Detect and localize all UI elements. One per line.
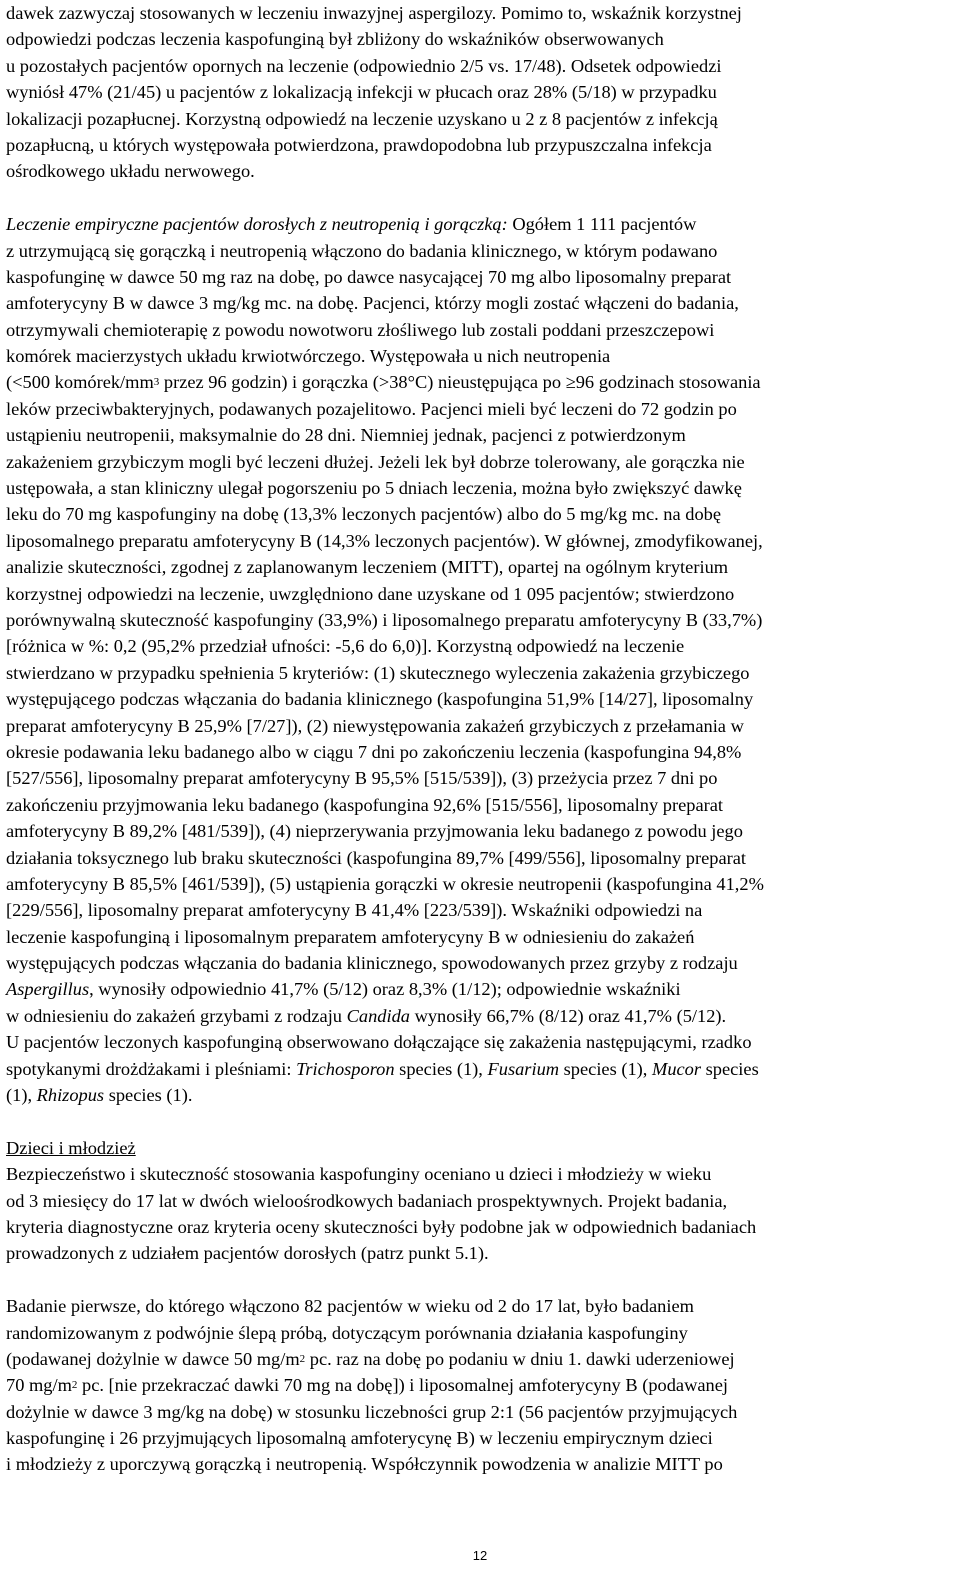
text-line: zakażeniem grzybiczym mogli być leczeni dłużej. Jeżeli lek był dobrze tolerowany, ale gorączka nie [6, 451, 745, 472]
text-line: dożylnie w dawce 3 mg/kg na dobę) w stosunku liczebności grup 2:1 (56 pacjentów przyjmujących [6, 1401, 738, 1422]
superscript: 2 [299, 1352, 306, 1365]
text-line: występujących podczas włączania do badania klinicznego, spowodowanych przez grzyby z rodzaju [6, 953, 738, 974]
section-heading [6, 1135, 954, 1161]
text-line: dawek zazwyczaj stosowanych w leczeniu inwazyjnej aspergilozy. Pomimo to, wskaźnik korzystnej [6, 3, 742, 23]
text-line: kryteria diagnostyczne oraz kryteria oceny skuteczności były podobne jak w odpowiednich badaniach [6, 1216, 757, 1237]
text-line: pozapłucną, u których występowała potwierdzona, prawdopodobna lub przypuszczalna infekcja [6, 134, 712, 155]
text-line: wyniósł 47% (21/45) u pacjentów z lokalizacją infekcji w płucach oraz 28% (5/18) w przypadku [6, 82, 717, 103]
text-span: wynosiły 66,7% (8/12) oraz 41,7% (5/12). [409, 1005, 727, 1026]
section-heading-text: Dzieci i młodzież [6, 1137, 136, 1158]
superscript: 3 [153, 376, 160, 389]
text-line: zakończeniu przyjmowania leku badanego (kaspofungina 92,6% [515/556], liposomalny preparat [6, 794, 724, 815]
superscript: 2 [71, 1379, 78, 1392]
text-span: w odniesieniu do zakażeń grzybami z rodzaju [6, 1005, 347, 1026]
text-line [6, 1003, 954, 1029]
text-span: species (1), [559, 1058, 652, 1079]
text-line: i młodzieży z uporczywą gorączką i neutropenią. Współczynnik powodzenia w analizie MITT po [6, 1454, 723, 1475]
text-line: amfoterycyny B 85,5% [461/539]), (5) ustąpienia gorączki w okresie neutropenii (kaspofungina 41,2% [6, 873, 764, 894]
text-line: amfoterycyny B 89,2% [481/539]), (4) nieprzerywania przyjmowania leku badanego z powodu jego [6, 821, 743, 842]
text-line: działania toksycznego lub braku skuteczności (kaspofungina 89,7% [499/556], liposomalny preparat [6, 847, 747, 868]
text-line [6, 1056, 954, 1082]
text-span: Ogółem 1 111 pacjentów [507, 214, 697, 235]
text-line: [229/556], liposomalny preparat amfoterycyny B 41,4% [223/539]). Wskaźniki odpowiedzi na [6, 900, 703, 921]
text-line: porównywalną skuteczność kaspofunginy (33,9%) i liposomalnego preparatu amfoterycyny B (33,7%) [6, 609, 763, 630]
text-line: prowadzonych z udziałem pacjentów dorosłych (patrz punkt 5.1). [6, 1243, 489, 1264]
text-line [6, 1082, 954, 1108]
italic-genus: Trichosporon [296, 1058, 395, 1079]
text-line: amfoterycyny B w dawce 3 mg/kg mc. na dobę. Pacjenci, którzy mogli zostać włączeni do badania, [6, 293, 739, 314]
italic-genus: Mucor [652, 1058, 702, 1079]
text-span: species (1), [394, 1058, 488, 1079]
text-line: ustąpieniu neutropenii, maksymalnie do 28 dni. Niemniej jednak, pacjenci z potwierdzonym [6, 425, 686, 446]
text-span: przez 96 godzin) i gorączka (>38°C) nieustępująca po ≥96 godzinach stosowania [159, 372, 761, 393]
text-span: , wynosiły odpowiednio 41,7% (5/12) oraz 8,3% (1/12); odpowiednie wskaźniki [89, 979, 681, 1000]
text-line: kaspofunginę i 26 przyjmujących liposomalną amfoterycynę B) w leczeniu empirycznym dzieci [6, 1428, 713, 1449]
text-line: preparat amfoterycyny B 25,9% [7/27]), (2) niewystępowania zakażeń grzybiczych z przełamania w [6, 715, 744, 736]
italic-subheading: Leczenie empiryczne pacjentów dorosłych z neutropenią i gorączką: [6, 214, 508, 235]
text-span: (podawanej dożylnie w dawce 50 mg/m [6, 1348, 300, 1369]
paragraph-empirical-therapy [6, 211, 954, 1108]
italic-genus: Candida [346, 1005, 410, 1026]
text-line [6, 976, 954, 1002]
text-line: u pozostałych pacjentów opornych na leczenie (odpowiednio 2/5 vs. 17/48). Odsetek odpowiedzi [6, 55, 722, 76]
text-line: komórek macierzystych układu krwiotwórczego. Występowała u nich neutropenia [6, 346, 611, 367]
text-line: leku do 70 mg kaspofunginy na dobę (13,3% leczonych pacjentów) albo do 5 mg/kg mc. na dobę [6, 504, 722, 525]
text-span: (1), [6, 1085, 37, 1106]
text-line: leków przeciwbakteryjnych, podawanych pozajelitowo. Pacjenci mieli być leczeni do 72 godzin po [6, 398, 737, 419]
text-line: U pacjentów leczonych kaspofunginą obserwowano dołączające się zakażenia następującymi, rzadko [6, 1032, 752, 1053]
text-line: analizie skuteczności, zgodnej z zaplanowanym leczeniem (MITT), opartej na ogólnym kryterium [6, 557, 729, 578]
text-line: liposomalnego preparatu amfoterycyny B (14,3% leczonych pacjentów). W głównej, zmodyfikowanej, [6, 530, 763, 551]
text-span: species [701, 1058, 759, 1079]
text-line [6, 369, 954, 395]
text-line: okresie podawania leku badanego albo w ciągu 7 dni po zakończeniu leczenia (kaspofungina 94,8% [6, 741, 742, 762]
text-line: [różnica w %: 0,2 (95,2% przedział ufności: -5,6 do 6,0)]. Korzystną odpowiedź na leczenie [6, 636, 685, 657]
text-line: od 3 miesięcy do 17 lat w dwóch wieloośrodkowych badaniach prospektywnych. Projekt badania, [6, 1190, 728, 1211]
text-line: lokalizacji pozapłucnej. Korzystną odpowiedź na leczenie uzyskano u 2 z 8 pacjentów z infekcją [6, 108, 718, 129]
text-line: z utrzymującą się gorączką i neutropenią włączono do badania klinicznego, w którym podawano [6, 240, 718, 261]
text-line: kaspofunginę w dawce 50 mg raz na dobę, po dawce nasycającej 70 mg albo liposomalny preparat [6, 266, 732, 287]
paragraph-gap [6, 1108, 954, 1134]
text-span: (<500 komórek/mm [6, 372, 154, 393]
paragraph-aspergillosis-results [6, 0, 954, 185]
text-line: Badanie pierwsze, do którego włączono 82 pacjentów w wieku od 2 do 17 lat, było badaniem [6, 1296, 694, 1317]
text-line: ustępowała, a stan kliniczny ulegał pogorszeniu po 5 dniach leczenia, można było zwiększyć dawkę [6, 478, 742, 499]
text-line [6, 1372, 954, 1398]
text-line [6, 1346, 954, 1372]
italic-genus: Fusarium [487, 1058, 560, 1079]
page-number: 12 [472, 1548, 488, 1563]
text-span: pc. raz na dobę po podaniu w dniu 1. dawki uderzeniowej [305, 1348, 735, 1369]
paragraph-first-study [6, 1293, 954, 1478]
paragraph-gap [6, 185, 954, 211]
text-line [6, 211, 954, 237]
text-line: [527/556], liposomalny preparat amfoterycyny B 95,5% [515/539]), (3) przeżycia przez 7 dni po [6, 768, 718, 789]
italic-genus: Aspergillus [6, 979, 90, 1000]
text-span: pc. [nie przekraczać dawki 70 mg na dobę]) i liposomalnej amfoterycyny B (podawanej [77, 1375, 728, 1396]
text-line: występującego podczas włączania do badania klinicznego (kaspofungina 51,9% [14/27], liposomalny [6, 689, 754, 710]
text-line: Bezpieczeństwo i skuteczność stosowania kaspofunginy oceniano u dzieci i młodzieży w wieku [6, 1164, 712, 1185]
text-line: otrzymywali chemioterapię z powodu nowotworu złośliwego lub zostali poddani przeszczepowi [6, 319, 715, 340]
text-span: 70 mg/m [6, 1375, 72, 1396]
text-line: korzystnej odpowiedzi na leczenie, uwzględniono dane uzyskane od 1 095 pacjentów; stwierdzono [6, 583, 735, 604]
italic-genus: Rhizopus [36, 1085, 105, 1106]
text-span: spotykanymi drożdżakami i pleśniami: [6, 1058, 297, 1079]
document-page [6, 0, 954, 1478]
paragraph-gap [6, 1267, 954, 1293]
text-line: randomizowanym z podwójnie ślepą próbą, dotyczącym porównania działania kaspofunginy [6, 1322, 688, 1343]
paragraph-pediatric-intro [6, 1161, 954, 1267]
text-line: odpowiedzi podczas leczenia kaspofunginą był zbliżony do wskaźników obserwowanych [6, 29, 664, 50]
text-line: ośrodkowego układu nerwowego. [6, 161, 255, 182]
text-line: leczenie kaspofunginą i liposomalnym preparatem amfoterycyny B w odniesieniu do zakażeń [6, 926, 695, 947]
text-span: species (1). [104, 1085, 193, 1106]
text-line: stwierdzano w przypadku spełnienia 5 kryteriów: (1) skutecznego wyleczenia zakażenia grzybiczego [6, 662, 750, 683]
